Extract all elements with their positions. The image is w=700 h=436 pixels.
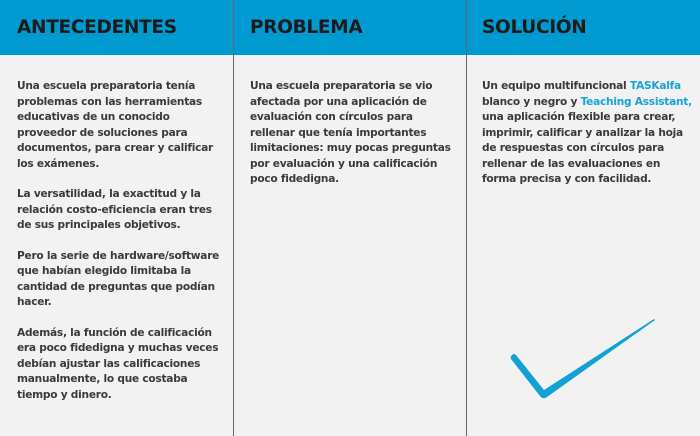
product-name-taskalfa: TASKalfa	[629, 80, 681, 92]
paragraph: Pero la serie de hardware/software que habían elegido limitaba la cantidad de preguntas que podían hacer.	[17, 249, 220, 308]
text: Un equipo multifuncional	[482, 80, 630, 92]
solution-paragraph	[482, 79, 696, 188]
checkmark-icon	[505, 300, 665, 405]
column-header	[234, 0, 466, 55]
column-title: PROBLEMA	[250, 17, 363, 38]
column-body	[467, 55, 700, 188]
text: una aplicación flexible para crear, imprimir, calificar y analizar la hoja de respuestas con círculos para rellenar de las evaluaciones en forma precisa y con facilidad.	[482, 111, 683, 185]
paragraph: Además, la función de calificación era poco fidedigna y muchas veces debían ajustar las calificaciones manualmente, lo que costaba tiempo y dinero.	[17, 326, 219, 401]
paragraph: Una escuela preparatoria se vio afectada por una aplicación de evaluación con círculos para rellenar que tenía importantes limitaciones: muy pocas preguntas por evaluación y una calificación poco fidedigna.	[250, 80, 451, 185]
paragraph: La versatilidad, la exactitud y la relación costo-eficiencia eran tres de sus principales objetivos.	[17, 188, 212, 231]
column-header	[467, 0, 700, 55]
column-body	[234, 55, 466, 188]
column-problema	[234, 0, 467, 436]
product-name-teaching-assistant: Teaching Assistant,	[580, 95, 692, 108]
column-body	[0, 55, 233, 403]
text: blanco y negro y	[482, 95, 581, 108]
column-title: ANTECEDENTES	[17, 17, 177, 38]
column-antecedentes	[0, 0, 234, 436]
paragraph: Una escuela preparatoria tenía problemas con las herramientas educativas de un conocido proveedor de soluciones para documentos, para crear y calificar los exámenes.	[17, 80, 214, 170]
column-title: SOLUCIÓN	[482, 17, 587, 38]
column-header	[0, 0, 233, 55]
